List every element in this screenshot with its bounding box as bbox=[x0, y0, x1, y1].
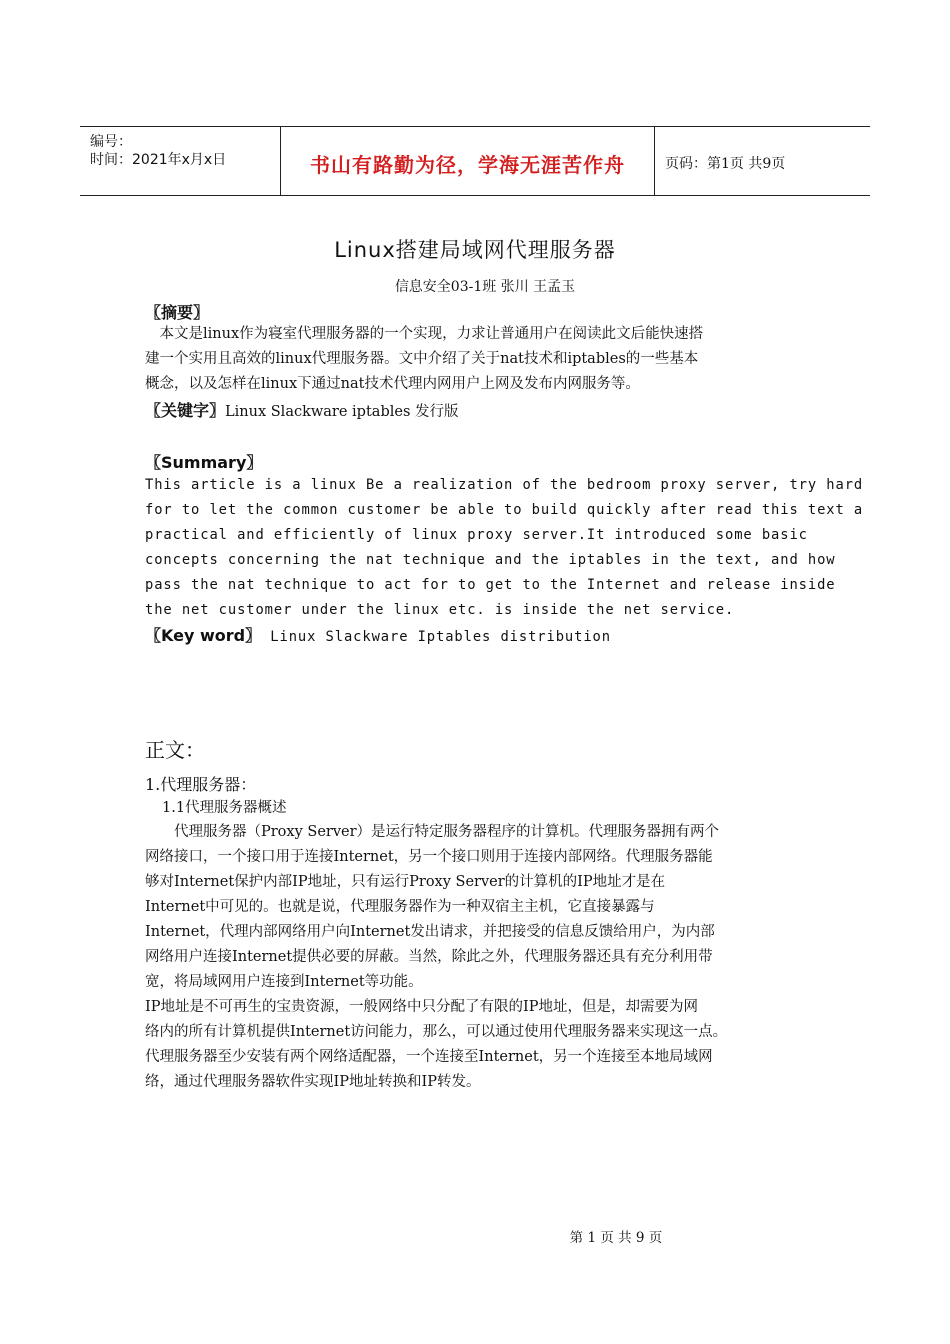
paragraph-line: 络，通过代理服务器软件实现IP地址转换和IP转发。 bbox=[145, 1074, 481, 1090]
abstract-heading: 〖摘要〗 bbox=[145, 303, 210, 322]
header-left-cell bbox=[80, 127, 281, 195]
section-1-1-heading: 1.1代理服务器概述 bbox=[162, 800, 287, 816]
summary-line: the net customer under the linux etc. is inside the net service. bbox=[145, 602, 735, 618]
keywords-text: Linux Slackware iptables 发行版 bbox=[225, 404, 459, 420]
keywords-row bbox=[145, 398, 815, 425]
keywords-heading: 〖关键字〗 bbox=[145, 401, 226, 420]
summary-line: practical and efficiently of linux proxy server.It introduced some basic bbox=[145, 527, 808, 543]
summary-text bbox=[145, 473, 864, 623]
page-footer: 第 1 页 共 9 页 bbox=[569, 1230, 663, 1246]
header-middle-cell bbox=[281, 127, 655, 195]
paragraph-1 bbox=[145, 820, 815, 995]
summary-line: for to let the common customer be able to build quickly after read this text a bbox=[145, 502, 864, 518]
keyword-en-row bbox=[145, 623, 815, 650]
abstract-line: 本文是linux作为寝室代理服务器的一个实现，力求让普通用户在阅读此文后能快速搭 bbox=[145, 326, 704, 342]
paragraph-line: 够对Internet保护内部IP地址，只有运行Proxy Server的计算机的IP地址才是在 bbox=[145, 874, 666, 890]
main-heading: 正文： bbox=[145, 738, 205, 762]
keyword-en-heading: 〖Key word〗 bbox=[145, 626, 262, 645]
paragraph-line: 宽，将局域网用户连接到Internet等功能。 bbox=[145, 974, 423, 990]
header-table bbox=[80, 126, 870, 196]
paragraph-line: Internet中可见的。也就是说，代理服务器作为一种双宿主主机，它直接暴露与 bbox=[145, 899, 655, 915]
summary-line: concepts concerning the nat technique and the iptables in the text, and how bbox=[145, 552, 836, 568]
paragraph-2 bbox=[145, 995, 815, 1095]
keyword-en-text: Linux Slackware Iptables distribution bbox=[261, 629, 611, 645]
motto: 书山有路勤为径，学海无涯苦作舟 bbox=[310, 153, 625, 177]
paragraph-line: 络内的所有计算机提供Internet访问能力，那么，可以通过使用代理服务器来实现这一点。 bbox=[145, 1024, 728, 1040]
paragraph-line: 网络接口，一个接口用于连接Internet，另一个接口则用于连接内部网络。代理服务器能 bbox=[145, 849, 713, 865]
number-label: 编号： bbox=[90, 134, 132, 150]
paragraph-line: Internet，代理内部网络用户向Internet发出请求，并把接受的信息反馈给用户，为内部 bbox=[145, 924, 715, 940]
authors: 信息安全03-1班 张川 王孟玉 bbox=[394, 279, 576, 295]
paragraph-line: 代理服务器（Proxy Server）是运行特定服务器程序的计算机。代理服务器拥有两个 bbox=[145, 824, 720, 840]
page-info: 页码：第1页 共9页 bbox=[665, 156, 786, 172]
summary-line: pass the nat technique to act for to get to the Internet and release inside bbox=[145, 577, 836, 593]
summary-line: This article is a linux Be a realization of the bedroom proxy server, try hard bbox=[145, 477, 864, 493]
abstract-line: 概念，以及怎样在linux下通过nat技术代理内网用户上网及发布内网服务等。 bbox=[145, 376, 640, 392]
abstract-text bbox=[145, 322, 815, 397]
time-label: 时间：2021年x月x日 bbox=[90, 152, 227, 168]
paragraph-line: 代理服务器至少安装有两个网络适配器，一个连接至Internet，另一个连接至本地局域网 bbox=[145, 1049, 713, 1065]
section-1-heading: 1.代理服务器： bbox=[145, 775, 257, 794]
page-title: Linux搭建局域网代理服务器 bbox=[334, 238, 616, 262]
abstract-line: 建一个实用且高效的linux代理服务器。文中介绍了关于nat技术和iptables的一些基本 bbox=[145, 351, 699, 367]
paragraph-line: 网络用户连接Internet提供必要的屏蔽。当然，除此之外，代理服务器还具有充分利用带 bbox=[145, 949, 713, 965]
header-right-cell bbox=[655, 127, 870, 195]
paragraph-line: IP地址是不可再生的宝贵资源，一般网络中只分配了有限的IP地址，但是，却需要为网 bbox=[145, 999, 698, 1015]
summary-heading: 〖Summary〗 bbox=[145, 453, 263, 472]
